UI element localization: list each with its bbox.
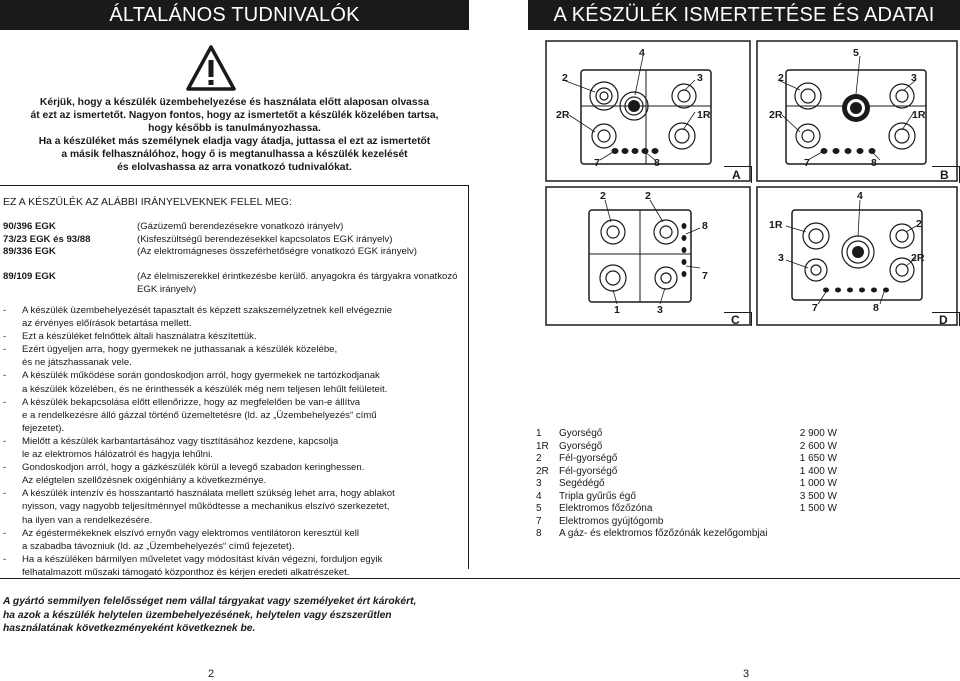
- spec-num: 7: [536, 515, 542, 527]
- label-1r: 1R: [912, 109, 926, 121]
- bullet-line: nyisson, vagy nagyobb teljesítménnyel működtesse a mechanikus elszívó szerkezetet,: [22, 501, 390, 513]
- directive-code: 90/396 EGK: [3, 221, 56, 232]
- label-2: 2: [600, 190, 606, 202]
- bullet-line: e a rendelkezésre álló gázzal történő üzemeltetésre (ld. az „Üzembehelyezés“ című: [22, 409, 377, 421]
- spec-power: 2 600 W: [799, 440, 837, 452]
- spec-row: [536, 503, 836, 515]
- warning-line: Ha a készüléket más személynek eladja vagy átadja, juttassa el ezt az ismertetőt: [38, 136, 431, 147]
- label-2r: 2R: [556, 109, 570, 121]
- label-2: 2: [916, 218, 922, 230]
- hob-diagram-c: [545, 186, 751, 326]
- bullet-line: Mielőtt a készülék karbantartásához vagy tisztításához kezdene, kapcsolja: [22, 435, 339, 447]
- spec-power: 1 400 W: [799, 465, 837, 477]
- warning-line: és elolvashassa az arra vonatkozó tudnivalókat.: [117, 162, 352, 173]
- bullet-line: felhatalmazott műszaki támogató központhoz és kérjen eredeti alkatrészeket.: [22, 566, 350, 578]
- label-7: 7: [804, 157, 810, 169]
- list-item: - Mielőtt a készülék karbantartásához vagy tisztításához kezdene, kapcsolja le az elektromos hálózatról és hagyja lehűlni.: [0, 435, 462, 461]
- page-number-left: 2: [208, 668, 215, 680]
- spec-num: 3: [536, 478, 542, 489]
- diagram-b-letter: B: [940, 168, 949, 182]
- spec-power: 1 500 W: [799, 503, 837, 514]
- spec-num: 1: [536, 428, 542, 439]
- spec-name: Fél-gyorségő: [559, 453, 618, 464]
- label-8: 8: [654, 157, 660, 169]
- spec-name: Elektromos gyújtógomb: [559, 515, 664, 527]
- label-7: 7: [594, 157, 600, 169]
- spec-name: Fél-gyorségő: [559, 465, 618, 477]
- spec-row: [536, 428, 836, 440]
- list-item: - A készülék működése során gondoskodjon arról, hogy gyermekek ne tartózkodjanak a készülék közelében, és ne érinthessék a készülék még nem teljesen lehűlt felületeit.: [0, 369, 462, 395]
- diagram-a-letter: A: [732, 168, 741, 182]
- directive-desc: (Az elektromágneses összeférhetőségre vonatkozó EGK irányelv): [137, 246, 417, 257]
- bullet-line: ha ilyen van a rendelkezésére.: [22, 514, 153, 526]
- spec-row: [536, 478, 836, 490]
- liability-line: ha azok a készülék helytelen üzembehelyezésének, helytelen vagy észszerűtlen: [3, 609, 392, 621]
- spec-row: [536, 441, 836, 453]
- label-1r: 1R: [697, 109, 711, 121]
- bullet-line: Gondoskodjon arról, hogy a gázkészülék körül a levegő szabadon keringhessen.: [22, 462, 365, 474]
- spec-num: 5: [536, 503, 542, 514]
- bullet-line: A készülék működése során gondoskodjon arról, hogy gyermekek ne tartózkodjanak: [22, 370, 380, 382]
- spec-name: Gyorségő: [559, 428, 603, 439]
- label-2r: 2R: [911, 252, 925, 264]
- bullet-line: a készülék közelében, és ne érinthessék a készülék még nem teljesen lehűlt felületeit.: [22, 383, 388, 395]
- bullet-line: A készülék intenzív és hosszantartó használata mellett szükség lehet arra, hogy ablakot: [22, 488, 395, 500]
- warning-line: Kérjük, hogy a készülék üzembehelyezése és használata előtt alaposan olvassa: [39, 97, 430, 108]
- spec-row: [536, 516, 836, 528]
- list-item: - Az égéstermékeknek elszívó ernyőn vagy elektromos ventilátoron keresztül kell a szabadba távozniuk (ld. az „Üzembehelyezés“ című fejezetet).: [0, 527, 462, 553]
- directive-code: 89/109 EGK: [3, 271, 56, 282]
- directive-code: 89/336 EGK: [3, 246, 56, 257]
- label-8: 8: [871, 157, 877, 169]
- label-2: 2: [562, 72, 568, 84]
- bullet-line: A készülék üzembehelyezését tapasztalt és képzett szakszemélyzetnek kell elvégeznie: [22, 305, 393, 316]
- warning-paragraph: [0, 96, 469, 174]
- liability-note: [3, 595, 623, 636]
- label-2: 2: [778, 72, 784, 84]
- hob-diagram-b: [756, 40, 958, 182]
- label-7: 7: [812, 302, 818, 314]
- bullet-line: le az elektromos hálózatról és hagyja lehűlni.: [22, 449, 213, 461]
- bullet-line: Ezt a készüléket felnőttek általi használatra készítettük.: [22, 331, 257, 343]
- directive-desc: (Gázüzemű berendezésekre vonatkozó irányelv): [137, 221, 344, 232]
- warning-line: át ezt az ismertetőt. Nagyon fontos, hogy az ismertetőt a készülék közelében tartsa,: [30, 110, 439, 121]
- spec-name: Elektromos főzőzóna: [559, 503, 653, 514]
- diagram-c-letter: C: [731, 313, 740, 327]
- label-3: 3: [697, 72, 703, 84]
- spec-power: 2 900 W: [799, 428, 837, 439]
- spec-num: 2R: [536, 465, 549, 477]
- label-3: 3: [657, 304, 663, 316]
- list-item: - Ha a készüléken bármilyen műveletet vagy módosítást kíván végezni, forduljon egyik felhatalmazott műszaki támogató központhoz és kérjen eredeti alkatrészeket.: [0, 553, 462, 579]
- compliance-section: [0, 185, 469, 578]
- list-item: - Ezt a készüléket felnőttek általi használatra készítettük.: [0, 330, 462, 343]
- hob-diagram-a: [545, 40, 751, 182]
- bullet-line: Az elégtelen szellőzésnek oxigénhiány a következménye.: [22, 475, 267, 487]
- list-item: - A készülék intenzív és hosszantartó használata mellett szükség lehet arra, hogy ablakot nyisson, vagy nagyobb teljesítménnyel működtesse a mechanikus elszívó szerkezetet, ha ilyen van a rendelkezésére.: [0, 487, 462, 526]
- directive-code: 73/23 EGK és 93/88: [3, 233, 91, 245]
- label-4: 4: [857, 190, 863, 202]
- label-8: 8: [702, 220, 708, 232]
- label-4: 4: [639, 47, 645, 59]
- liability-line: A gyártó semmilyen felelősséget nem vállal tárgyakat vagy személyeket ért károkért,: [3, 596, 417, 607]
- right-page-title: A KÉSZÜLÉK ISMERTETÉSE ÉS ADATAI: [528, 0, 960, 30]
- list-item: - A készülék üzembehelyezését tapasztalt és képzett szakszemélyzetnek kell elvégeznie az érvényes előírások betartása mellett.: [0, 304, 462, 330]
- spec-row: [536, 528, 836, 540]
- label-1r: 1R: [769, 219, 783, 231]
- bullet-line: Az égéstermékeknek elszívó ernyőn vagy elektromos ventilátoron keresztül kell: [22, 527, 360, 539]
- label-1: 1: [614, 304, 620, 316]
- bullet-line: Ha a készüléken bármilyen műveletet vagy módosítást kíván végezni, forduljon egyik: [22, 553, 383, 565]
- list-item: - Ezért ügyeljen arra, hogy gyermekek ne juthassanak a készülék közelébe, és ne játszhassanak vele.: [0, 343, 462, 369]
- label-2: 2: [645, 190, 651, 202]
- label-2r: 2R: [769, 109, 783, 121]
- left-page-title: ÁLTALÁNOS TUDNIVALÓK: [0, 0, 469, 30]
- bullet-line: A készülék bekapcsolása előtt ellenőrizze, hogy az megfelelően be van-e állítva: [22, 396, 361, 408]
- bullet-line: Ezért ügyeljen arra, hogy gyermekek ne juthassanak a készülék közelébe,: [22, 344, 338, 356]
- spec-name: Segédégő: [559, 478, 605, 489]
- spec-name: A gáz- és elektromos főzőzónák kezelőgombjai: [559, 528, 768, 539]
- spec-num: 8: [536, 528, 542, 539]
- list-item: - Gondoskodjon arról, hogy a gázkészülék körül a levegő szabadon keringhessen. Az elégtelen szellőzésnek oxigénhiány a következménye.: [0, 461, 462, 487]
- spec-num: 2: [536, 453, 542, 464]
- bullet-line: az érvényes előírások betartása mellett.: [22, 318, 192, 330]
- directive-desc: (Az élelmiszerekkel érintkezésbe kerülő. anyagokra és tárgyakra vonatkozó EGK irányelv): [137, 271, 458, 295]
- bullet-line: fejezetet).: [22, 422, 65, 434]
- page-number-right: 3: [743, 668, 750, 680]
- warning-line: a másik felhasználóhoz, hogy ő is megtanulhassa a készülék kezelését: [61, 149, 408, 160]
- spec-name: Gyorségő: [559, 440, 603, 452]
- label-3: 3: [778, 252, 784, 264]
- spec-row: [536, 491, 836, 503]
- label-8: 8: [873, 302, 879, 314]
- spec-power: 3 500 W: [799, 490, 837, 502]
- safety-bullets: [0, 304, 462, 579]
- spec-row: [536, 453, 836, 465]
- label-7: 7: [702, 270, 708, 282]
- list-item: - A készülék bekapcsolása előtt ellenőrizze, hogy az megfelelően be van-e állítva e a rendelkezésre álló gázzal történő üzemeltetésre (ld. az „Üzembehelyezés“ című fejezetet).: [0, 396, 462, 435]
- spec-num: 1R: [536, 440, 549, 452]
- liability-line: használatának következményeként következnek be.: [3, 623, 256, 634]
- directive-desc: (Kisfeszültségű berendezésekkel kapcsolatos EGK irányelv): [137, 233, 393, 245]
- directives-heading: EZ A KÉSZÜLÉK AZ ALÁBBI IRÁNYELVEKNEK FELEL MEG:: [3, 196, 292, 208]
- bullet-line: a szabadba távozniuk (ld. az „Üzembehelyezés“ című fejezetet).: [22, 540, 295, 552]
- warning-line: hogy később is tanulmányozhassa.: [148, 123, 321, 134]
- label-3: 3: [911, 72, 917, 84]
- bullet-line: és ne játszhassanak vele.: [22, 357, 132, 369]
- diagram-d-letter: D: [939, 313, 948, 327]
- spec-num: 4: [536, 490, 542, 502]
- footer-divider: [0, 578, 960, 579]
- spec-row: [536, 466, 836, 478]
- spec-name: Tripla gyűrűs égő: [559, 490, 636, 502]
- spec-power: 1 000 W: [799, 478, 837, 489]
- spec-power: 1 650 W: [799, 453, 837, 464]
- label-5: 5: [853, 47, 859, 59]
- warning-triangle-icon: [185, 44, 237, 92]
- hob-diagram-d: [756, 186, 958, 326]
